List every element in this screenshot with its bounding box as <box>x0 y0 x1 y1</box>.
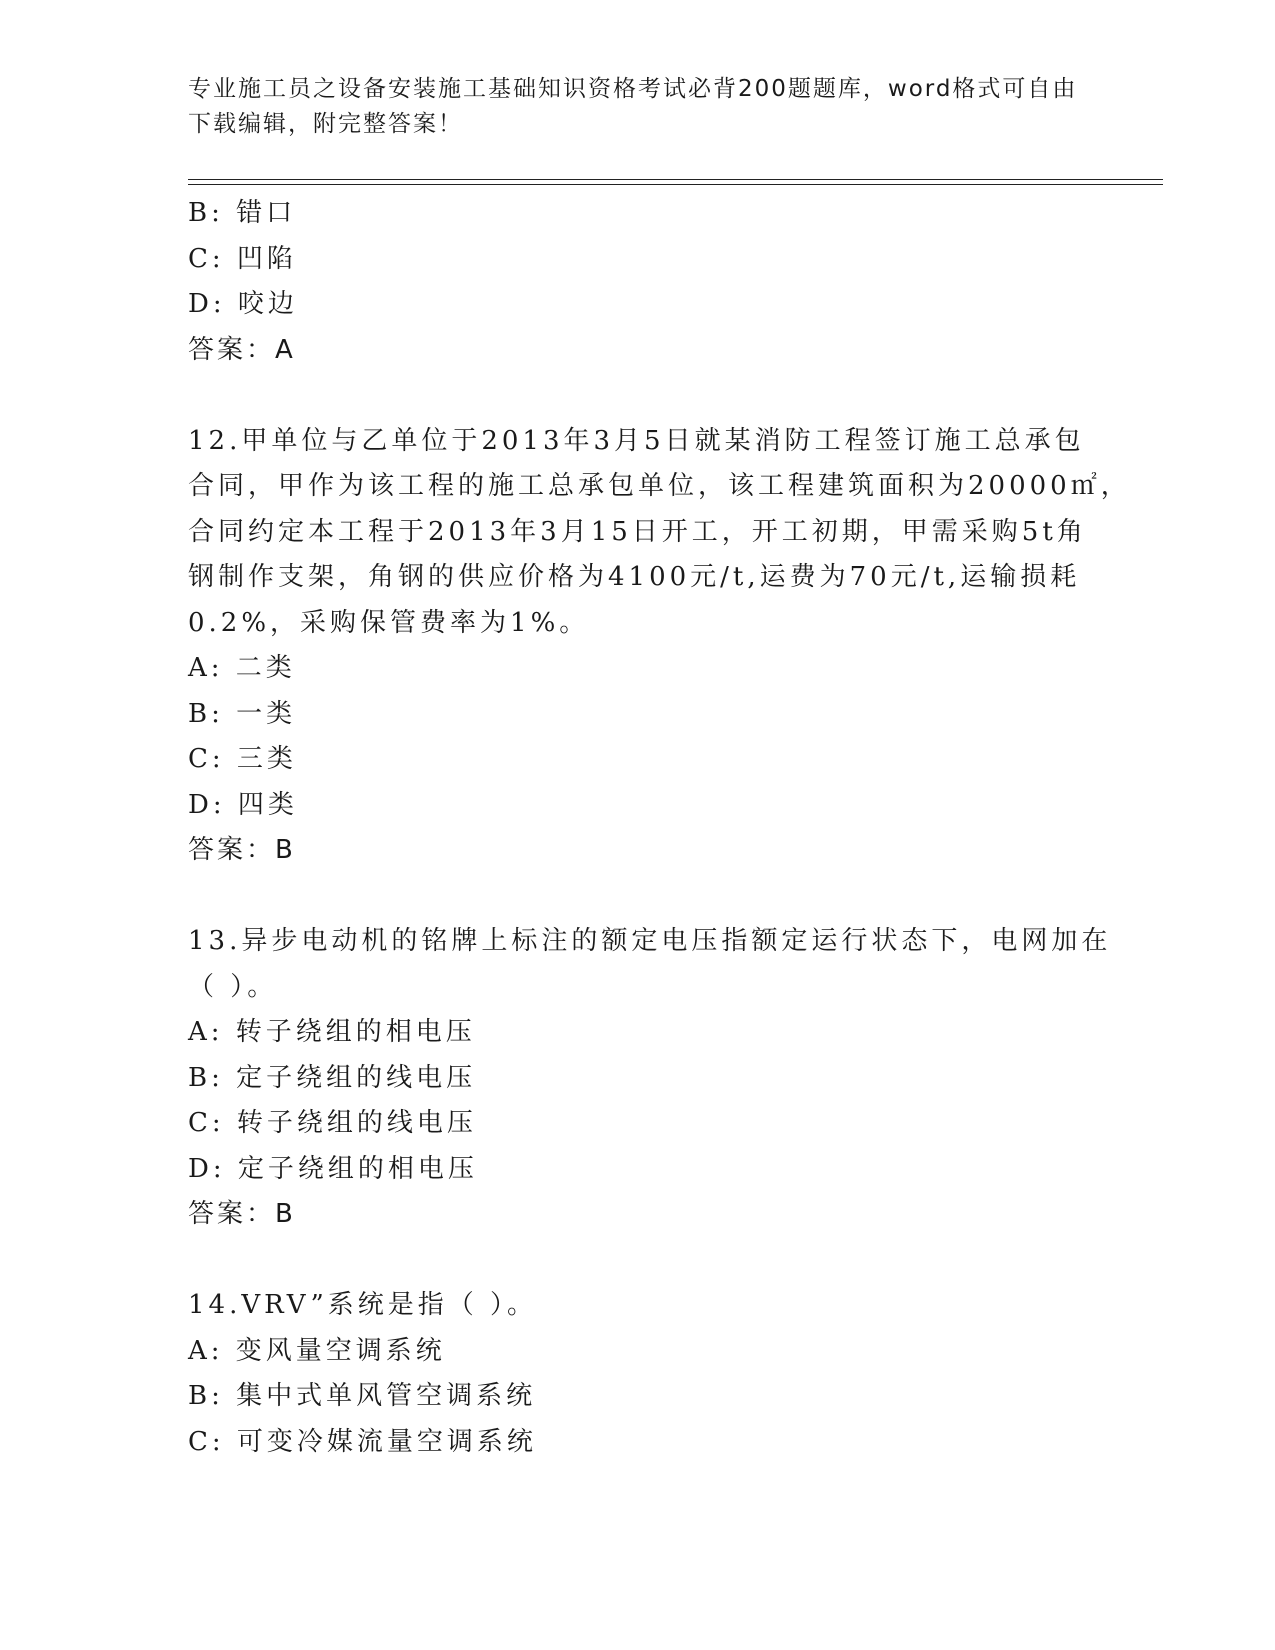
option-a: A: 变风量空调系统 <box>188 1335 446 1366</box>
option-d: D: 定子绕组的相电压 <box>188 1153 478 1184</box>
question-13 <box>188 919 1112 1238</box>
option-c: C: 可变冷媒流量空调系统 <box>188 1426 537 1457</box>
header-divider-bottom <box>188 184 1163 185</box>
option-c: C: 转子绕组的线电压 <box>188 1108 477 1138</box>
question-stem-line: 合同，甲作为该工程的施工总承包单位，该工程建筑面积为20000㎡， <box>188 471 1131 501</box>
question-stem-line: 12.甲单位与乙单位于2013年3月5日就某消防工程签订施工总承包 <box>188 425 1085 456</box>
option-b: B: 定子绕组的线电压 <box>188 1062 477 1093</box>
option-c: C: 三类 <box>188 744 297 774</box>
option-d: D: 咬边 <box>188 289 298 319</box>
option-c: C: 凹陷 <box>188 243 297 274</box>
option-d: D: 四类 <box>188 789 298 820</box>
option-a: A: 二类 <box>188 653 296 683</box>
question-11-continued <box>188 191 1088 373</box>
document-body <box>188 191 1131 1465</box>
question-12 <box>188 419 1131 874</box>
option-b: B: 一类 <box>188 698 297 729</box>
option-b: B: 集中式单风管空调系统 <box>188 1381 537 1411</box>
header-divider-top <box>188 179 1163 180</box>
header-line-2: 下载编辑，附完整答案！ <box>188 111 463 137</box>
answer: 答案：B <box>188 835 296 865</box>
option-b: B: 错口 <box>188 198 297 228</box>
question-stem-line: 13.异步电动机的铭牌上标注的额定电压指额定运行状态下，电网加在 <box>188 926 1112 956</box>
document-header <box>188 72 1088 142</box>
question-stem-line: 钢制作支架，角钢的供应价格为4100元/t,运费为70元/t,运输损耗 <box>188 562 1081 592</box>
option-a: A: 转子绕组的相电压 <box>188 1017 476 1047</box>
question-stem-line: 0.2%，采购保管费率为1%。 <box>188 607 590 638</box>
answer: 答案：B <box>188 1199 296 1229</box>
header-line-1: 专业施工员之设备安装施工基础知识资格考试必背200题题库，word格式可自由 <box>188 76 1078 102</box>
question-14 <box>188 1283 1088 1465</box>
question-stem-line: 合同约定本工程于2013年3月15日开工，开工初期，甲需采购5t角 <box>188 516 1087 547</box>
question-stem-line: 14.VRV”系统是指（ ）。 <box>188 1290 538 1320</box>
question-stem-line: （ ）。 <box>188 971 278 1002</box>
answer: 答案：A <box>188 334 296 365</box>
